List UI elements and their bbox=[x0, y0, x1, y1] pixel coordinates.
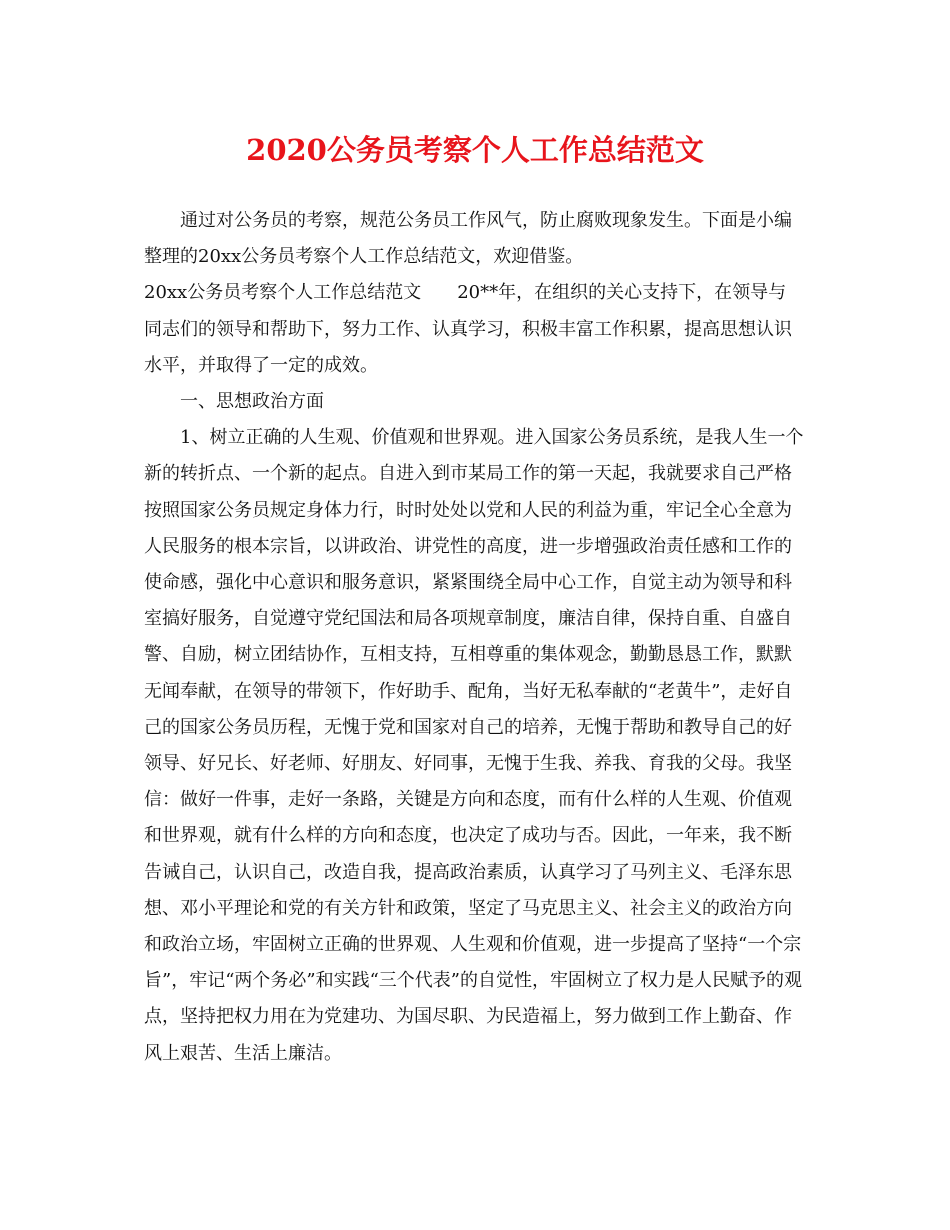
intro-paragraph: 通过对公务员的考察，规范公务员工作风气，防止腐败现象发生。下面是小编整理的20xx公务员考察个人工作总结范文，欢迎借鉴。 bbox=[144, 210, 792, 268]
document-body bbox=[144, 203, 804, 1072]
section-body-paragraph: 1、树立正确的人生观、价值观和世界观。进入国家公务员系统，是我人生一个新的转折点、一个新的起点。自进入到市某局工作的第一天起，我就要求自己严格按照国家公务员规定身体力行，时时处处以党和人民的利益为重，牢记全心全意为人民服务的根本宗旨，以讲政治、讲党性的高度，进一步增强政治责任感和工作的使命感，强化中心意识和服务意识，紧紧围绕全局中心工作，自觉主动为领导和科室搞好服务，自觉遵守党纪国法和局各项规章制度，廉洁自律，保持自重、自盛自警、自励，树立团结协作，互相支持，互相尊重的集体观念，勤勤恳恳工作，默默无闻奉献，在领导的带领下，作好助手、配角，当好无私奉献的“老黄牛”，走好自己的国家公务员历程，无愧于党和国家对自己的培养，无愧于帮助和教导自己的好领导、好兄长、好老师、好朋友、好同事，无愧于生我、养我、育我的父母。我坚信：做好一件事，走好一条路，关键是方向和态度，而有什么样的人生观、价值观和世界观，就有什么样的方向和态度，也决定了成功与否。因此，一年来，我不断告诫自己，认识自己，改造自我，提高政治素质，认真学习了马列主义、毛泽东思想、邓小平理论和党的有关方针和政策，坚定了马克思主义、社会主义的政治方向和政治立场，牢固树立正确的世界观、人生观和价值观，进一步提高了坚持“一个宗旨”，牢记“两个务必”和实践“三个代表”的自觉性，牢固树立了权力是人民赋予的观点，坚持把权力用在为党建功、为国尽职、为民造福上，努力做到工作上勤奋、作风上艰苦、生活上廉洁。 bbox=[144, 427, 804, 1064]
subtitle-paragraph: 20xx公务员考察个人工作总结范文 20**年，在组织的关心支持下，在领导与同志们的领导和帮助下，努力工作、认真学习，积极丰富工作积累，提高思想认识水平，并取得了一定的成效。 bbox=[144, 282, 792, 376]
section-heading: 一、思想政治方面 bbox=[180, 391, 324, 413]
document-title: 2020公务员考察个人工作总结范文 bbox=[246, 133, 704, 167]
